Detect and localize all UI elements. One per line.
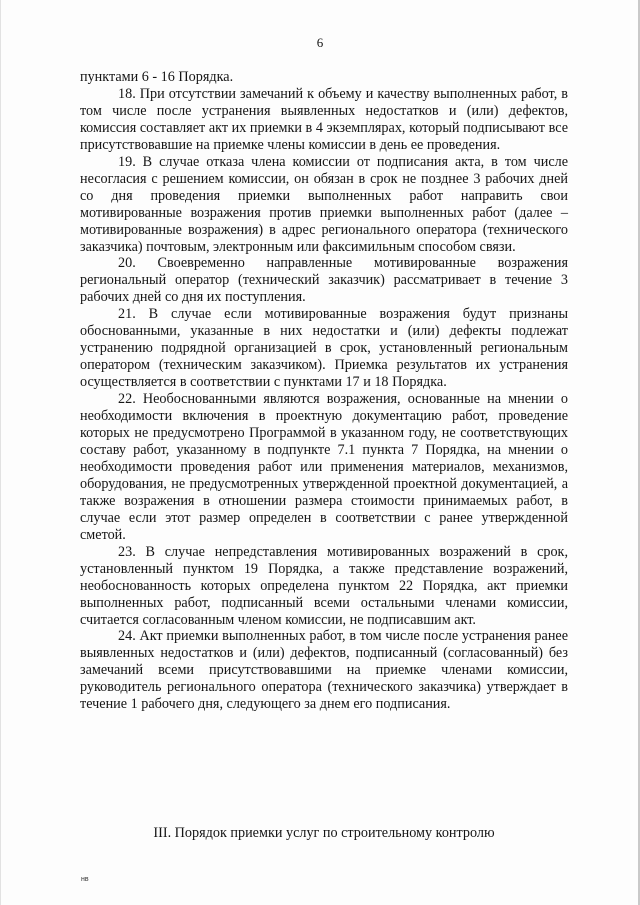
paragraph-21: 21. В случае если мотивированные возражения будут признаны обоснованными, указанные в них недостатки и (или) дефекты подлежат устранению подрядной организацией в срок, установленный региональным оператором (техническим заказчиком). Приемка результатов их устранения осуществляется в соответствии с пунктами 17 и 18 Порядка. (80, 306, 568, 391)
document-body (80, 69, 568, 713)
footer-mark: нв (81, 876, 89, 883)
paragraph-19: 19. В случае отказа члена комиссии от подписания акта, в том числе несогласия с решением комиссии, он обязан в срок не позднее 3 рабочих дней со дня проведения приемки выполненных работ направить свои мотивированные возражения против приемки выполненных работ (далее – мотивированные возражения) в адрес регионального оператора (технического заказчика) почтовым, электронным или факсимильным способом связи. (80, 153, 568, 255)
paragraph-18: 18. При отсутствии замечаний к объему и качеству выполненных работ, в том числе после устранения выявленных недостатков и (или) дефектов, комиссия составляет акт их приемки в 4 экземплярах, который подписывают все присутствовавшие на приемке члены комиссии в день ее проведения. (80, 85, 568, 153)
section-heading: III. Порядок приемки услуг по строительному контролю (153, 825, 495, 841)
scan-edge-left (0, 0, 1, 905)
page-number: 6 (316, 35, 324, 50)
paragraph-20: 20. Своевременно направленные мотивированные возражения региональный оператор (технический заказчик) рассматривает в течение 3 рабочих дней со дня их поступления. (80, 255, 568, 306)
paragraph-continuation: пунктами 6 - 16 Порядка. (80, 69, 234, 85)
paragraph-22: 22. Необоснованными являются возражения, основанные на мнении о необходимости включения в проектную документацию работ, проведение которых не предусмотрено Программой в указанном году, не соответствующих составу работ, указанному в подпункте 7.1 пункта 7 Порядка, на мнении о необходимости проведения работ или применения материалов, механизмов, оборудования, не предусмотренных утвержденной проектной документацией, а также возражения в отношении размера стоимости принимаемых работ, в случае если этот размер определен в соответствии с ранее утвержденной сметой. (80, 391, 568, 543)
paragraph-24: 24. Акт приемки выполненных работ, в том числе после устранения ранее выявленных недостатков и (или) дефектов, подписанный (согласованный) без замечаний всеми присутствовавшими на приемке членами комиссии, руководитель регионального оператора (технического заказчика) утверждает в течение 1 рабочего дня, следующего за днем его подписания. (80, 628, 568, 713)
paragraph-23: 23. В случае непредставления мотивированных возражений в срок, установленный пунктом 19 Порядка, а также представление возражений, необоснованность которых определена пунктом 22 Порядка, акт приемки выполненных работ, подписанный всеми остальными членами комиссии, считается согласованным членом комиссии, не подписавшим акт. (80, 543, 568, 628)
